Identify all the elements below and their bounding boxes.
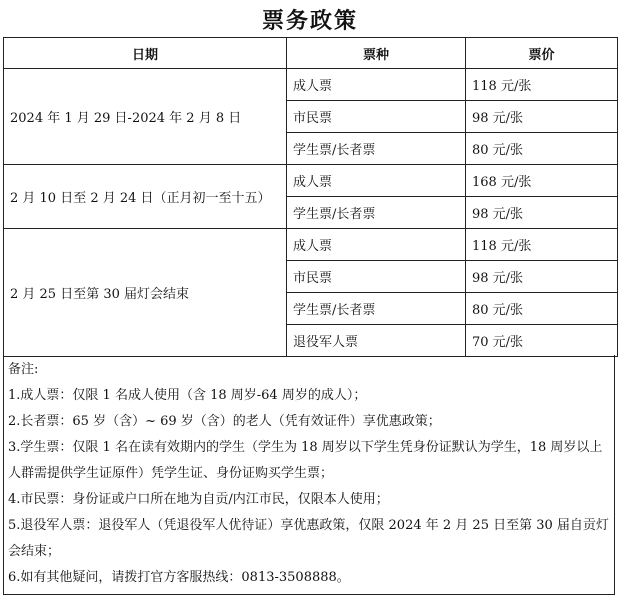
note-item: 6.如有其他疑问，请拨打官方客服热线：0813-3508888。 xyxy=(8,570,350,585)
ticket-price: 98 元/张 xyxy=(466,261,618,293)
period-date: 2 月 25 日至第 30 届灯会结束 xyxy=(4,229,287,357)
ticket-type: 退役军人票 xyxy=(287,325,466,357)
table-row xyxy=(4,229,618,261)
ticket-price: 98 元/张 xyxy=(466,101,618,133)
ticket-price: 98 元/张 xyxy=(466,197,618,229)
ticket-price: 80 元/张 xyxy=(466,133,618,165)
table-row xyxy=(4,165,618,197)
header-price: 票价 xyxy=(466,38,618,69)
ticket-type: 学生票/长者票 xyxy=(287,133,466,165)
notes-section xyxy=(3,355,615,595)
ticket-type: 成人票 xyxy=(287,165,466,197)
period-date: 2 月 10 日至 2 月 24 日（正月初一至十五） xyxy=(4,165,287,229)
header-ticket-type: 票种 xyxy=(287,38,466,69)
ticket-price-table xyxy=(3,37,618,357)
note-item: 3.学生票：仅限 1 名在读有效期内的学生（学生为 18 周岁以下学生凭身份证默认为学生，18 周岁以上人群需提供学生证原件）凭学生证、身份证购买学生票； xyxy=(8,440,603,481)
ticket-type: 学生票/长者票 xyxy=(287,293,466,325)
table-header-row xyxy=(4,38,618,69)
ticket-price: 118 元/张 xyxy=(466,229,618,261)
note-item: 2.长者票：65 岁（含）~ 69 岁（含）的老人（凭有效证件）享优惠政策； xyxy=(8,414,441,429)
ticket-type: 成人票 xyxy=(287,229,466,261)
ticket-price: 168 元/张 xyxy=(466,165,618,197)
header-date: 日期 xyxy=(4,38,287,69)
note-item: 4.市民票：身份证或户口所在地为自贡/内江市民，仅限本人使用； xyxy=(8,492,389,507)
ticket-type: 市民票 xyxy=(287,101,466,133)
ticket-price: 118 元/张 xyxy=(466,69,618,101)
note-item: 1.成人票：仅限 1 名成人使用（含 18 周岁-64 周岁的成人）； xyxy=(8,388,367,403)
ticket-price: 70 元/张 xyxy=(466,325,618,357)
ticket-type: 学生票/长者票 xyxy=(287,197,466,229)
ticket-price: 80 元/张 xyxy=(466,293,618,325)
notes-label: 备注: xyxy=(8,362,39,377)
period-date: 2024 年 1 月 29 日-2024 年 2 月 8 日 xyxy=(4,69,287,165)
ticket-type: 成人票 xyxy=(287,69,466,101)
table-row xyxy=(4,69,618,101)
note-item: 5.退役军人票：退役军人（凭退役军人优待证）享优惠政策，仅限 2024 年 2 月 25 日至第 30 届自贡灯会结束； xyxy=(8,518,609,559)
ticket-type: 市民票 xyxy=(287,261,466,293)
page-title: 票务政策 xyxy=(261,9,358,34)
